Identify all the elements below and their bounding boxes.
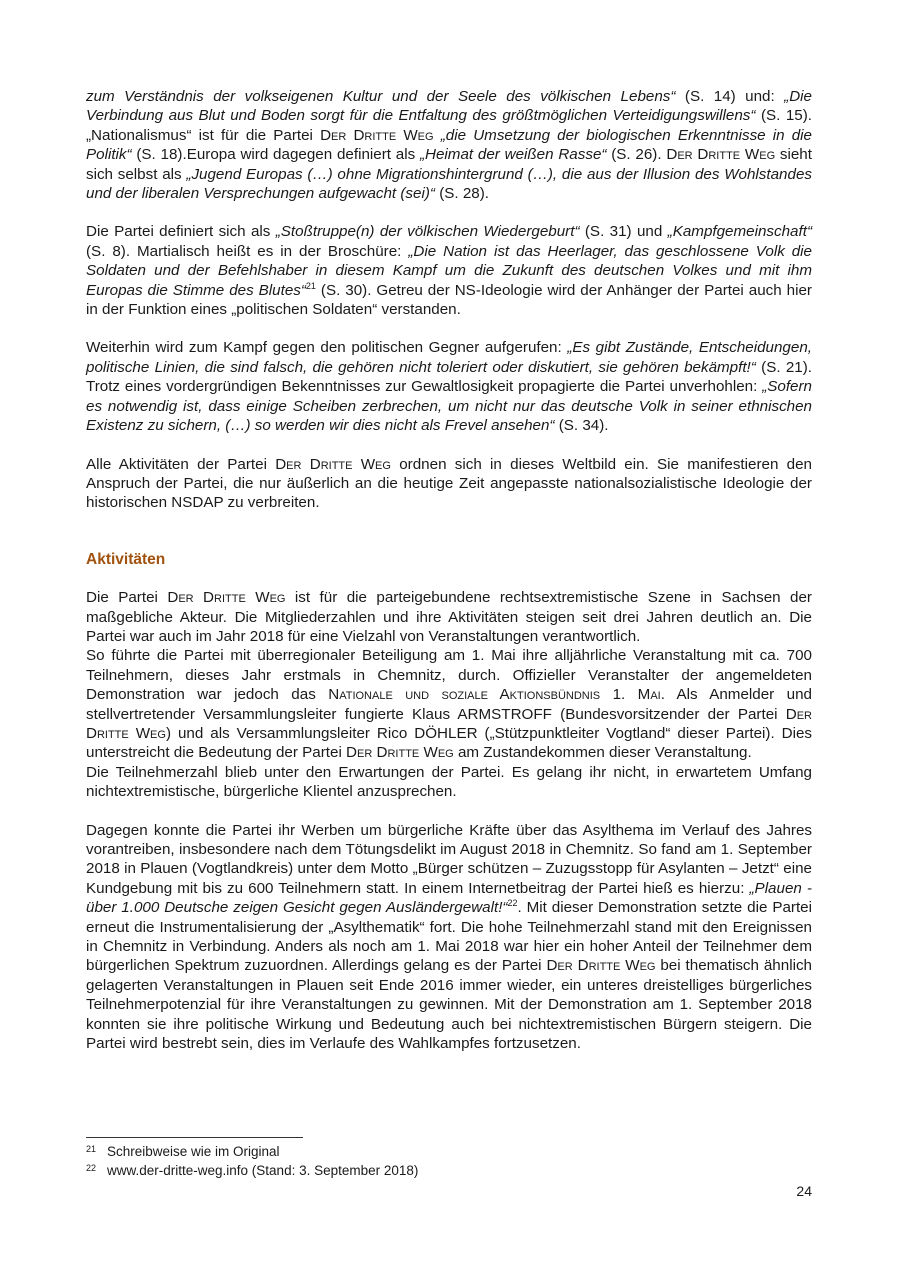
text: Alle Aktivitäten der Partei [86, 455, 276, 473]
quote: „Heimat der weißen Rasse“ [419, 146, 607, 164]
footnotes [86, 1137, 686, 1181]
text: (S. 18).Europa wird dagegen definiert als [131, 146, 420, 164]
quote: „Die Verbindung aus Blut und Boden sorgt für die Entfaltung des größtmöglichen Verteidigungswillens“ [86, 88, 812, 125]
text: (S. 8). Martialisch heißt es in der Broschüre: [86, 242, 409, 260]
footnote-text: Schreibweise wie im Original [107, 1144, 280, 1159]
party-name: Der Dritte Weg [86, 705, 812, 742]
party-name: Der Dritte Weg [546, 957, 656, 975]
party-name: Der Dritte Weg [666, 146, 776, 164]
quote: „Die Nation ist das Heerlager, das geschlossene Volk die Soldaten und der Befehlshaber in diesem Kampf um die Zukunft des deutschen Volkes und mit ihm Europas die Stimme des Blutes“ [86, 242, 812, 299]
paragraph-6 [86, 646, 812, 762]
quote: „Sofern es notwendig ist, dass einige Scheiben zerbrechen, um nicht nur das deutsche Volk in seiner ethnischen Existenz zu sichern, (…) so werden wir dies nicht als Frevel ansehen“ [86, 378, 812, 435]
text: sieht sich selbst als [86, 146, 812, 183]
quote: „Plauen - über 1.000 Deutsche zeigen Gesicht gegen Ausländergewalt!“ [86, 879, 812, 917]
paragraph-8 [86, 821, 812, 1054]
text: (S. 21). Trotz eines vordergründigen Bekenntnisses zur Gewaltlosigkeit propagierte die Partei unverhohlen: [86, 358, 812, 396]
text: . Mit dieser Demonstration setzte die Partei erneut die Instrumentalisierung der „Asylthematik“ fort. Die hohe Teilnehmerzahl stand mit den Ereignissen in Chemnitz in Verbindung. Anders als noch am 1. Mai 2018 war hier ein hoher Anteil der Teilnehmer dem bürgerlichen Spektrum zuzuordnen. Allerdings gelang es der Partei [86, 899, 812, 975]
party-name: Der Dritte Weg [275, 455, 391, 473]
text: (S. 30). Getreu der NS-Ideologie wird der Anhänger der Partei auch hier in der Funktion eines „politischen Soldaten“ verstanden. [86, 281, 812, 319]
text: ) und als Versammlungsleiter Rico DÖHLER („Stützpunktleiter Vogtland“ dieser Partei). Dies unterstreicht die Bedeutung der Partei [86, 724, 812, 762]
paragraph-2 [86, 222, 812, 319]
text: Die Partei [86, 589, 168, 607]
text: Dagegen konnte die Partei ihr Werben um bürgerliche Kräfte über das Asylthema im Verlauf des Jahres vorantreiben, insbesondere nach dem Tötungsdelikt im August 2018 in Chemnitz. So fand am 1. September 2018 in Plauen (Vogtlandkreis) unter dem Motto „Bürger schützen – Zuzugsstopp für Asylanten – Jetzt“ eine Kundgebung mit bis zu 600 Teilnehmern statt. In einem Internetbeitrag der Partei hieß es hierzu: [86, 821, 812, 897]
text: So führte die Partei mit überregionaler Beteiligung am 1. Mai ihre alljährliche Veranstaltung mit ca. 700 Teilnehmern, dieses Jahr erstmals in Chemnitz, durch. Offizieller Veranstalter der angemeldeten Demonstration war jedoch das [86, 647, 812, 704]
text: (S. 26). [606, 146, 667, 164]
quote: zum Verständnis der volkseigenen Kultur und der Seele des völkischen Lebens“ [86, 88, 676, 105]
organization-name: Nationale und soziale Aktionsbündnis 1. Mai [328, 686, 661, 704]
paragraph-3 [86, 338, 812, 435]
text [434, 127, 441, 144]
footnote-divider [86, 1137, 303, 1138]
footnote-22 [86, 1162, 686, 1181]
text: bei thematisch ähnlich gelagerten Veranstaltungen in Plauen seit Ende 2016 immer wieder, ein unteres dreistelliges bürgerliches Teilnehmerpotenzial für ihre Veranstaltungen zu gewinnen. Mit der Demonstration am 1. September 2018 konnten sie ihre politische Wirkung und Bedeutung auch bei nichtextremistischen Bürgern steigern. Die Partei wird bestrebt sein, dies im Verlaufe des Wahlkampfes fortzusetzen. [86, 957, 812, 1053]
quote: „Stoßtruppe(n) der völkischen Wiedergeburt“ [275, 223, 580, 241]
page-number: 24 [796, 1183, 812, 1199]
footnote-21 [86, 1143, 686, 1162]
footnote-link[interactable]: www.der-dritte-weg.info (Stand: 3. September 2018) [107, 1163, 419, 1178]
text: (S. 28). [434, 185, 489, 203]
text: ordnen sich in dieses Weltbild ein. Sie manifestieren den Anspruch der Partei, die nur äußerlich an die heutige Zeit angepasste nationalsozialistische Ideologie der historischen NSDAP zu verbreiten. [86, 455, 813, 512]
party-name: Der Dritte Weg [167, 589, 286, 607]
text: (S. 31) und [579, 223, 668, 241]
quote: „Kampfgemeinschaft“ [667, 223, 812, 241]
quote: „Es gibt Zustände, Entscheidungen, politische Linien, die sind falsch, die gehören nicht toleriert oder diskutiert, sie gehören bekämpft!“ [86, 339, 812, 376]
party-name: Der Dritte Weg [346, 744, 454, 762]
section-heading: Aktivitäten [86, 550, 166, 568]
text: (S. 34). [554, 417, 609, 435]
text: (S. 14) und: [675, 88, 785, 105]
footnote-number: 21 [86, 1144, 97, 1154]
paragraph-5 [86, 588, 812, 646]
paragraph-1 [86, 87, 812, 203]
body-text [86, 87, 812, 1053]
footnote-ref-22[interactable]: 22 [507, 898, 518, 909]
text: Weiterhin wird zum Kampf gegen den politischen Gegner aufgerufen: [86, 339, 568, 357]
paragraph-7: Die Teilnehmerzahl blieb unter den Erwartungen der Partei. Es gelang ihr nicht, in erwartetem Umfang nichtextremistische, bürgerliche Klientel anzusprechen. [86, 763, 812, 801]
quote: „Jugend Europas (…) ohne Migrationshintergrund (…), die aus der Illusion des Wohlstandes und der liberalen Versprechungen aufgewacht (sei)“ [86, 165, 812, 203]
text: am Zustandekommen dieser Veranstaltung. [453, 744, 752, 762]
footnote-number: 22 [86, 1163, 97, 1173]
text: ist für die parteigebundene rechtsextremistische Szene in Sachsen der maßgebliche Akteur. Die Mitgliederzahlen und ihre Aktivitäten steigen seit drei Jahren deutlich an. Die Partei war auch im Jahr 2018 für eine Vielzahl von Veranstaltungen verantwortlich. [86, 589, 812, 645]
text: (S. 15). „Nationalismus“ ist für die Partei [86, 107, 812, 144]
paragraph-4 [86, 455, 812, 513]
party-name: Der Dritte Weg [320, 126, 434, 144]
text: Die Partei definiert sich als [86, 223, 276, 241]
quote: „die Umsetzung der biologischen Erkenntnisse in die Politik“ [86, 126, 812, 164]
footnote-ref-21[interactable]: 21 [305, 280, 316, 291]
text: . Als Anmelder und stellvertretender Versammlungsleiter fungierte Klaus ARMSTROFF (Bundesvorsitzender der Partei [86, 686, 813, 723]
